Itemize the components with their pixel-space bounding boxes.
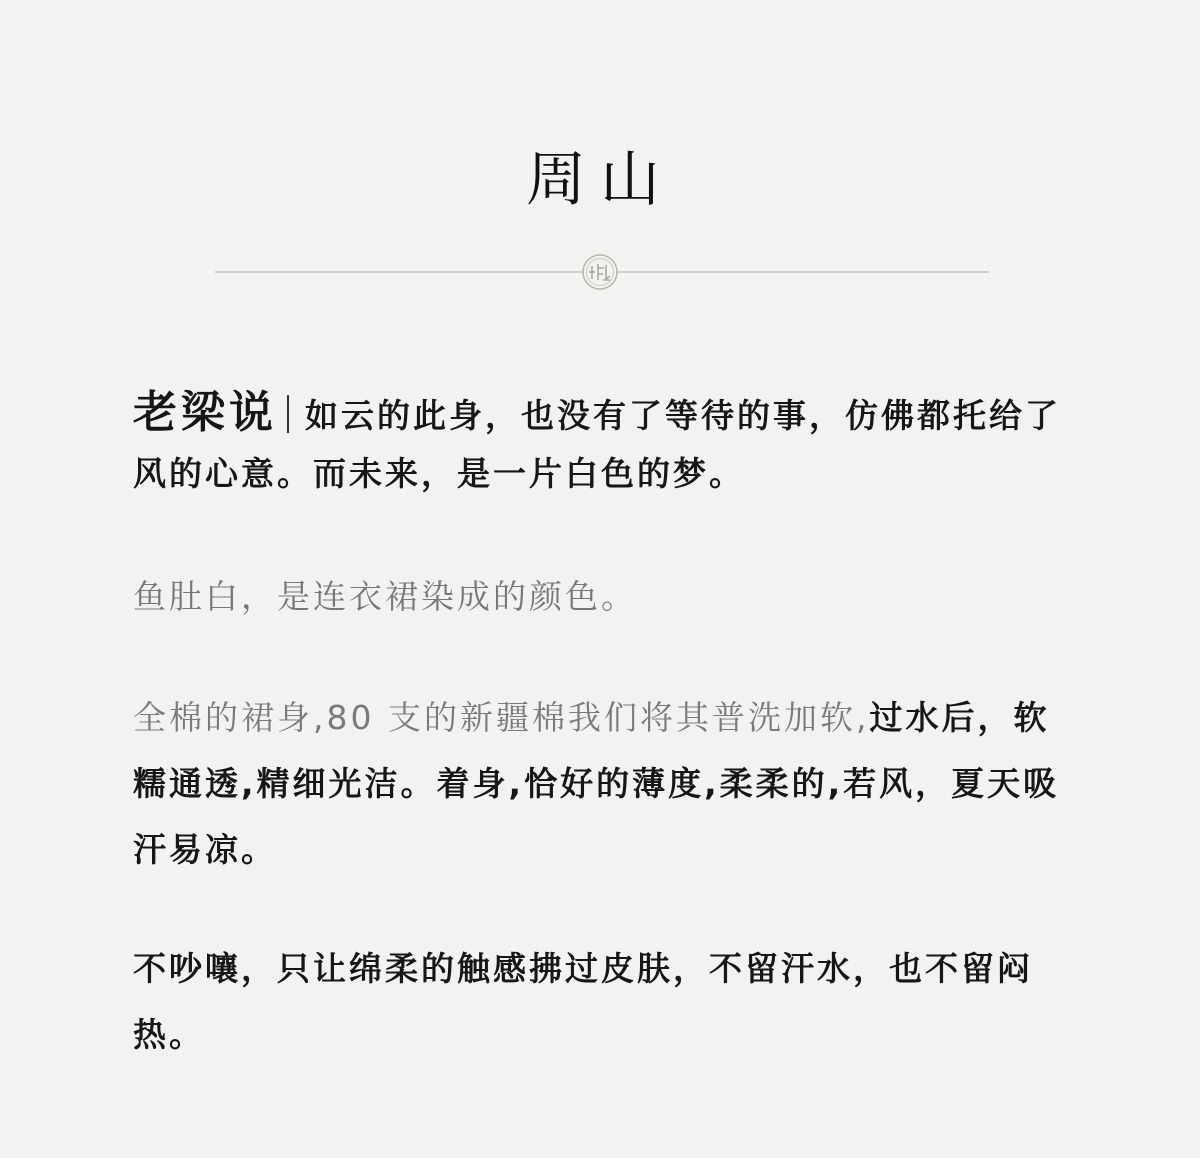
page-title: 周山 <box>526 145 674 215</box>
intro-separator <box>287 395 289 433</box>
seal-icon <box>582 254 618 290</box>
closing-paragraph: 不吵嚷，只让绵柔的触感拂过皮肤，不留汗水，也不留闷热。 <box>133 949 1033 1054</box>
intro-lead: 老梁说 <box>133 387 277 438</box>
color-paragraph: 鱼肚白，是连衣裙染成的颜色。 <box>133 577 637 616</box>
fabric-text-dark: 过水后，软糯通透,精细光洁。着身,恰好的薄度,柔柔的,若风，夏天吸汗易凉。 <box>133 698 1060 869</box>
fabric-text-light: 全棉的裙身,80 支的新疆棉我们将其普洗加软, <box>133 698 870 737</box>
intro-paragraph <box>133 384 1078 503</box>
intro-text: 如云的此身，也没有了等待的事，仿佛都托给了风的心意。而未来，是一片白色的梦。 <box>133 396 1061 493</box>
fabric-paragraph <box>133 685 1078 883</box>
